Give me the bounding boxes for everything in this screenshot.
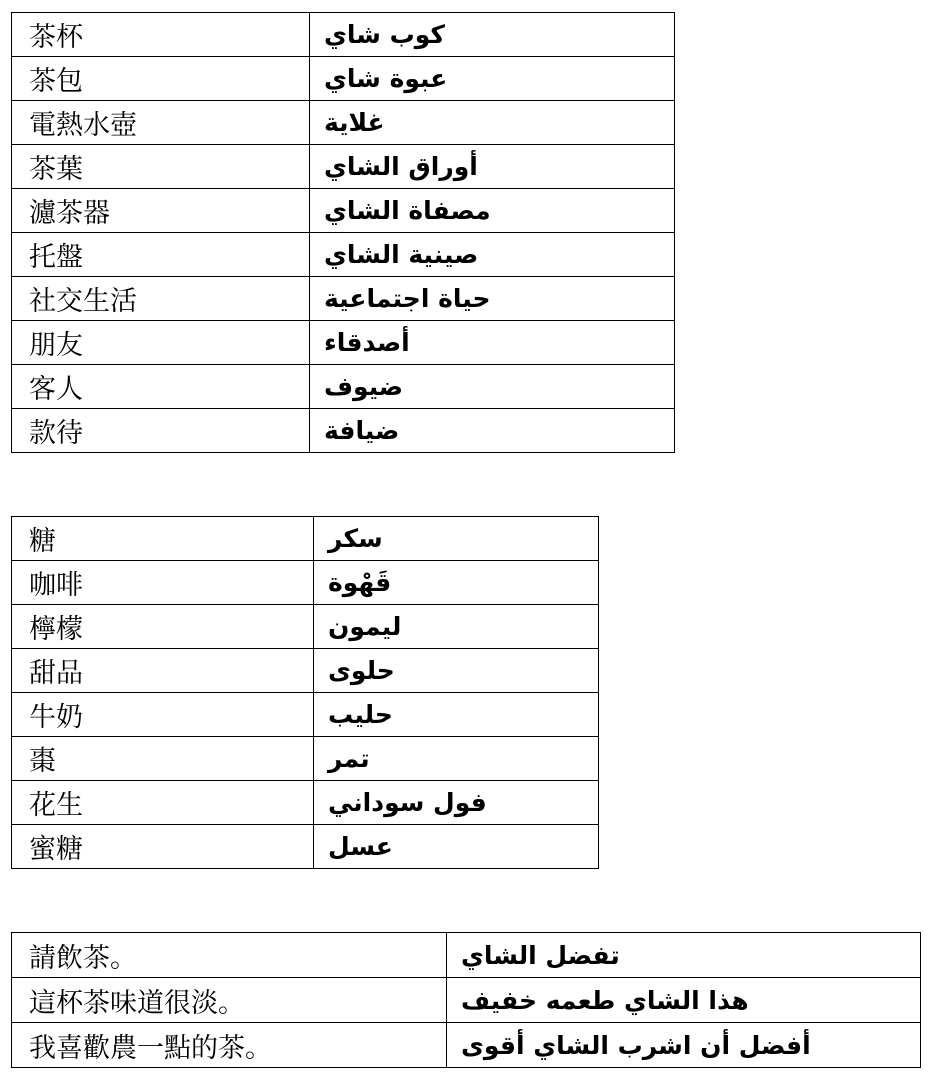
- chinese-term: 茶杯: [12, 13, 310, 57]
- table-row: [12, 1023, 921, 1068]
- table-row: [12, 145, 675, 189]
- arabic-term: فول سوداني: [328, 788, 487, 817]
- chinese-term: 茶包: [12, 57, 310, 101]
- table-row: [12, 781, 599, 825]
- arabic-phrase: أفضل أن اشرب الشاي أقوى: [461, 1030, 811, 1060]
- table-row: [12, 365, 675, 409]
- arabic-phrase: تفضل الشاي: [461, 940, 620, 970]
- arabic-term: سكر: [328, 524, 383, 553]
- chinese-term: 朋友: [12, 321, 310, 365]
- chinese-term: 糖: [12, 517, 314, 561]
- table-row: [12, 409, 675, 453]
- arabic-term: أصدقاء: [324, 328, 410, 357]
- arabic-term: حلوى: [328, 656, 395, 685]
- table-row: [12, 933, 921, 978]
- chinese-term: 茶葉: [12, 145, 310, 189]
- table-row: [12, 978, 921, 1023]
- arabic-term: حليب: [328, 700, 393, 729]
- vocab-table-accompaniments: [11, 516, 599, 869]
- table-row: [12, 693, 599, 737]
- chinese-term: 客人: [12, 365, 310, 409]
- chinese-term: 托盤: [12, 233, 310, 277]
- chinese-term: 社交生活: [12, 277, 310, 321]
- table-row: [12, 101, 675, 145]
- phrase-table: [11, 932, 921, 1068]
- arabic-term: حياة اجتماعية: [324, 284, 491, 313]
- arabic-term: ضيوف: [324, 372, 404, 401]
- chinese-term: 咖啡: [12, 561, 314, 605]
- chinese-term: 蜜糖: [12, 825, 314, 869]
- arabic-phrase: هذا الشاي طعمه خفيف: [461, 985, 749, 1015]
- chinese-term: 甜品: [12, 649, 314, 693]
- table-row: [12, 321, 675, 365]
- chinese-phrase: 我喜歡農一點的茶。: [12, 1023, 447, 1068]
- table-row: [12, 649, 599, 693]
- table-row: [12, 57, 675, 101]
- arabic-term: ليمون: [328, 612, 402, 641]
- table-row: [12, 737, 599, 781]
- arabic-term: قَهْوة: [328, 568, 392, 597]
- chinese-phrase: 這杯茶味道很淡。: [12, 978, 447, 1023]
- table-row: [12, 13, 675, 57]
- arabic-term: صينية الشاي: [324, 240, 479, 269]
- arabic-term: ضيافة: [324, 416, 400, 445]
- vocab-table-tea-items: [11, 12, 675, 453]
- arabic-term: عسل: [328, 832, 393, 861]
- table-row: [12, 517, 599, 561]
- arabic-term: مصفاة الشاي: [324, 196, 491, 225]
- chinese-term: 牛奶: [12, 693, 314, 737]
- chinese-term: 電熱水壺: [12, 101, 310, 145]
- chinese-term: 棗: [12, 737, 314, 781]
- table-row: [12, 233, 675, 277]
- arabic-term: أوراق الشاي: [324, 152, 478, 181]
- table-row: [12, 561, 599, 605]
- arabic-term: غلاية: [324, 108, 385, 137]
- chinese-phrase: 請飲茶。: [12, 933, 447, 978]
- chinese-term: 款待: [12, 409, 310, 453]
- arabic-term: عبوة شاي: [324, 64, 448, 93]
- arabic-term: تمر: [328, 744, 370, 773]
- table-row: [12, 825, 599, 869]
- arabic-term: كوب شاي: [324, 20, 445, 49]
- chinese-term: 檸檬: [12, 605, 314, 649]
- table-row: [12, 605, 599, 649]
- chinese-term: 濾茶器: [12, 189, 310, 233]
- table-row: [12, 189, 675, 233]
- table-row: [12, 277, 675, 321]
- chinese-term: 花生: [12, 781, 314, 825]
